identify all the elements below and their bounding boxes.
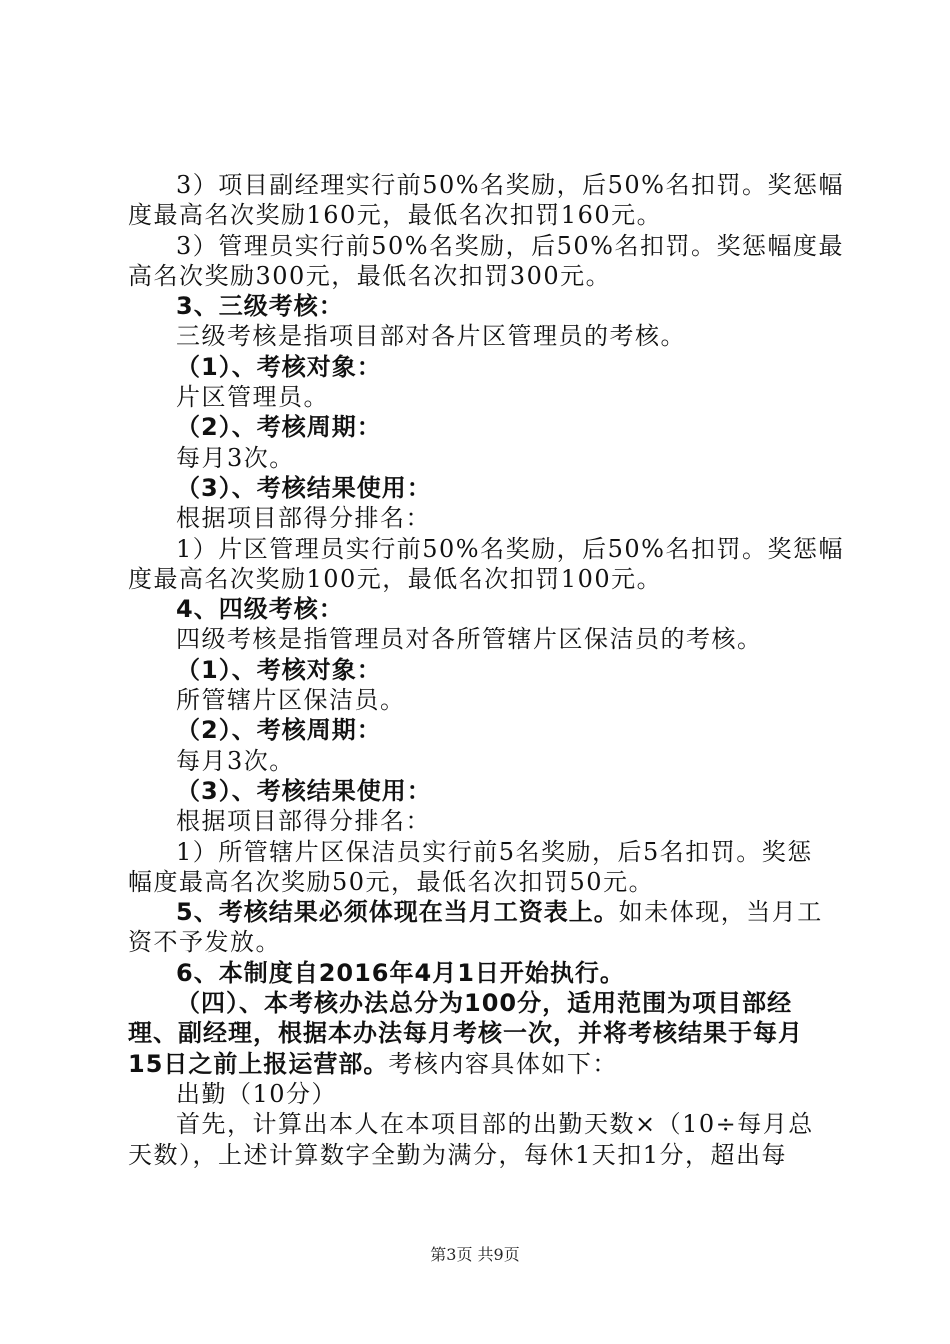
text-line — [128, 897, 834, 927]
document-body — [128, 170, 844, 1170]
text-line: 高名次奖励300元，最低名次扣罚300元。 — [128, 261, 612, 290]
text-line: （3）、考核结果使用： — [176, 473, 432, 502]
text-line: 所管辖片区保洁员。 — [176, 686, 406, 715]
text-line: 根据项目部得分排名： — [176, 807, 431, 836]
plain-phrase: 如未体现，当月工 — [618, 898, 823, 927]
text-line: 度最高名次奖励160元，最低名次扣罚160元。 — [128, 201, 663, 230]
text-line: （2）、考核周期： — [176, 716, 382, 745]
page-footer: 第3页 共9页 — [430, 1245, 520, 1264]
text-line: 3、三级考核： — [176, 292, 344, 321]
text-line: 每月3次。 — [176, 443, 295, 472]
text-line: 1）片区管理员实行前50%名奖励，后50%名扣罚。奖惩幅 — [176, 534, 844, 563]
text-line: 三级考核是指项目部对各片区管理员的考核。 — [176, 322, 686, 351]
text-line: 天数），上述计算数字全勤为满分，每休1天扣1分，超出每 — [128, 1140, 788, 1169]
text-line: 3）管理员实行前50%名奖励，后50%名扣罚。奖惩幅度最 — [176, 231, 844, 260]
text-line — [128, 1049, 834, 1079]
plain-phrase: 考核内容具体如下： — [388, 1049, 618, 1078]
text-line: 3）项目副经理实行前50%名奖励，后50%名扣罚。奖惩幅 — [176, 171, 844, 199]
bold-phrase: 15日之前上报运营部。 — [128, 1049, 389, 1078]
text-line: 度最高名次奖励100元，最低名次扣罚100元。 — [128, 564, 663, 593]
text-line: （2）、考核周期： — [176, 413, 382, 442]
text-line: 1）所管辖片区保洁员实行前5名奖励，后5名扣罚。奖惩 — [176, 837, 813, 866]
text-line: （1）、考核对象： — [176, 655, 382, 684]
bold-phrase: 5、考核结果必须体现在当月工资表上。 — [176, 898, 619, 927]
text-line: 理、副经理，根据本办法每月考核一次，并将考核结果于每月 — [128, 1019, 803, 1048]
text-line: 每月3次。 — [176, 746, 295, 775]
text-line: 幅度最高名次奖励50元，最低名次扣罚50元。 — [128, 867, 655, 896]
text-line: （四）、本考核办法总分为100分，适用范围为项目部经 — [176, 989, 793, 1018]
text-line: 根据项目部得分排名： — [176, 504, 431, 533]
text-line: 4、四级考核： — [176, 595, 344, 624]
text-line: 6、本制度自2016年4月1日开始执行。 — [176, 958, 625, 987]
text-line: 四级考核是指管理员对各所管辖片区保洁员的考核。 — [176, 625, 763, 654]
text-line: 首先，计算出本人在本项目部的出勤天数×（10÷每月总 — [176, 1110, 814, 1139]
text-line: 片区管理员。 — [176, 383, 329, 412]
text-line: 资不予发放。 — [128, 928, 281, 957]
text-line: （3）、考核结果使用： — [176, 776, 432, 805]
text-line: （1）、考核对象： — [176, 352, 382, 381]
text-line: 出勤（10分） — [176, 1079, 338, 1108]
